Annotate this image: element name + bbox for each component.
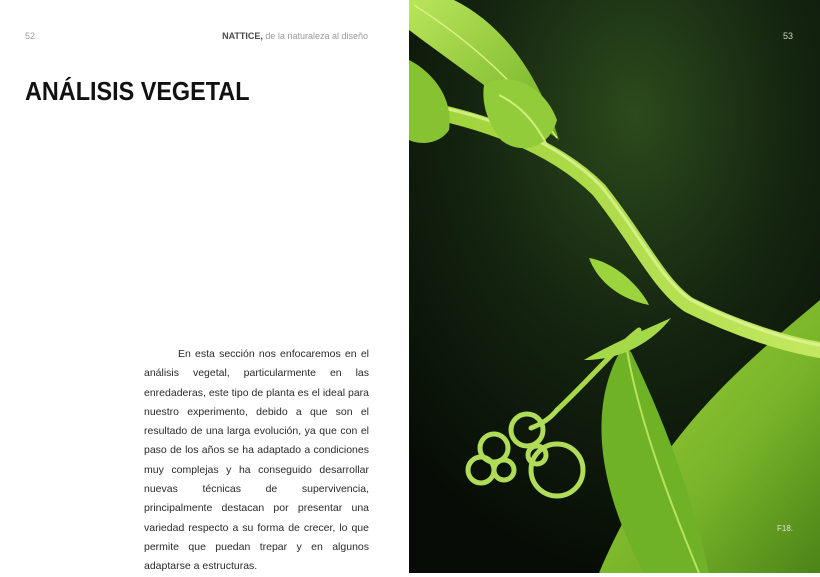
running-header <box>222 31 368 41</box>
page-number-left: 52 <box>25 31 36 41</box>
header-brand: NATTICE, <box>222 31 263 41</box>
body-paragraph: En esta sección nos enfocaremos en el análisis vegetal, particularmente en las enredaderas, este tipo de planta es el ideal para nuestro experimento, debido a que son el resultado de una larga evolución, ya que con el paso de los años se ha adaptado a condiciones muy complejas y ha conseguido desarrollar nuevas técnicas de supervivencia, principalmente destacan por presentar una variedad respecto a su forma de crecer, lo que permite que puedan trepar y en algunos adaptarse a estructuras. <box>144 348 369 573</box>
section-title: ANÁLISIS VEGETAL <box>25 76 250 106</box>
left-page <box>0 0 409 573</box>
right-page <box>409 0 820 573</box>
vine-photo <box>409 0 820 573</box>
figure-label: F18. <box>776 524 793 533</box>
header-subtitle: de la naturaleza al diseño <box>262 31 368 41</box>
page-number-right: 53 <box>782 31 793 41</box>
